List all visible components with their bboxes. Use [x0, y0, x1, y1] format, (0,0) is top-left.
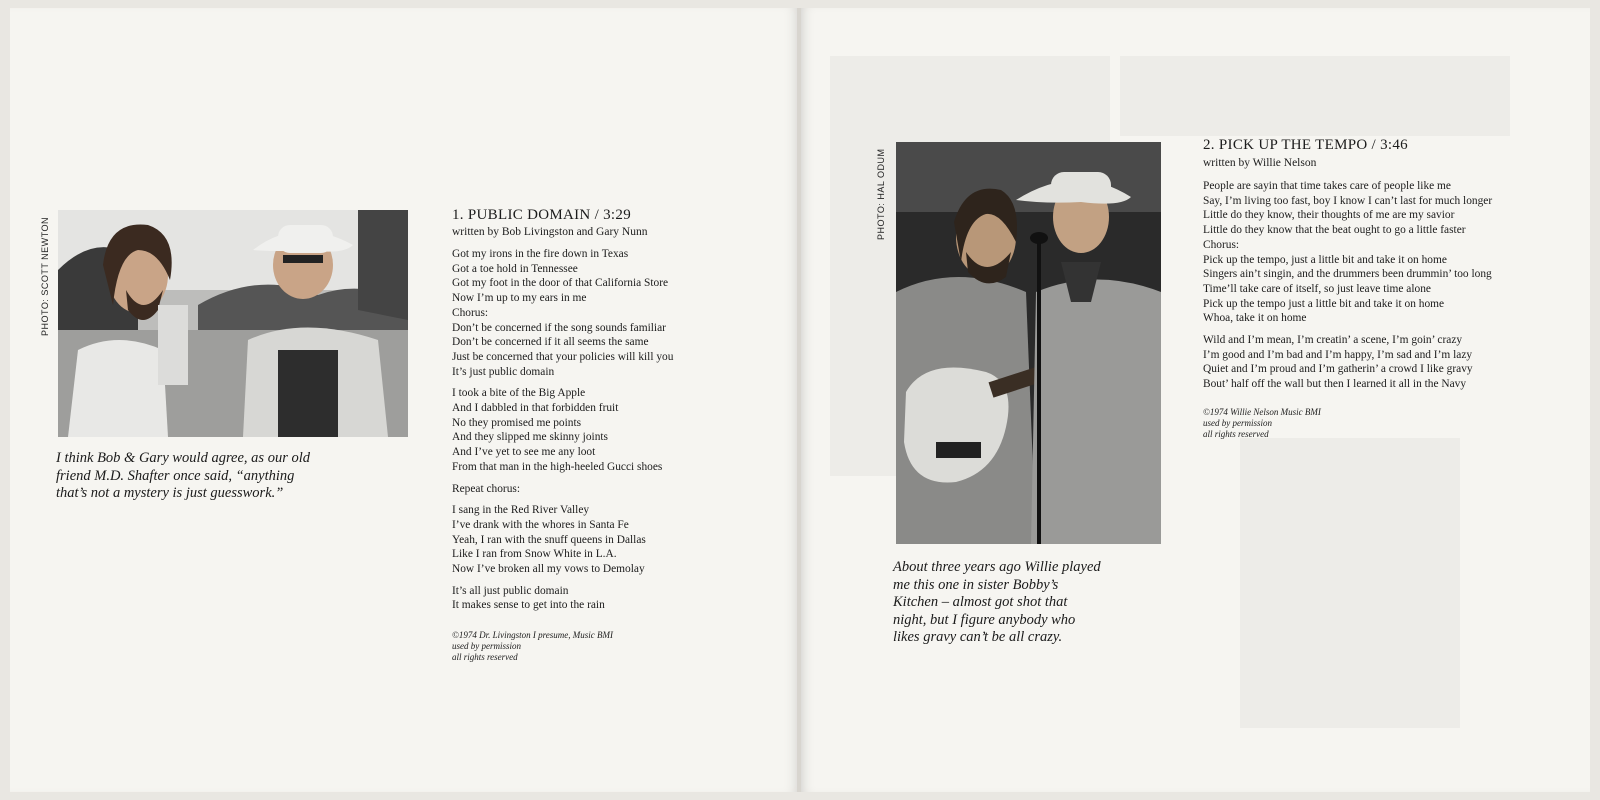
lyric-line: Singers ain’t singin, and the drummers been drummin’ too long [1203, 268, 1492, 281]
lyric-line: Wild and I’m mean, I’m creatin’ a scene, I’m goin’ crazy [1203, 334, 1463, 347]
lyric-line: Like I ran from Snow White in L.A. [452, 548, 617, 561]
lyric-line: People are sayin that time takes care of people like me [1203, 180, 1451, 192]
caption-line: About three years ago Willie played [893, 559, 1101, 575]
lyric-line: Pick up the tempo just a little bit and take it on home [1203, 297, 1445, 310]
song-writers-public-domain: written by Bob Livingston and Gary Nunn [452, 226, 648, 238]
two-performers-illustration [896, 142, 1161, 544]
copyright-pick-up-the-tempo [1203, 407, 1321, 440]
book-spine [797, 8, 801, 792]
lyric-line: Don’t be concerned if it all seems the same [452, 336, 649, 349]
song-title-pick-up-the-tempo: 2. PICK UP THE TEMPO / 3:46 [1203, 137, 1408, 153]
copyright-line: used by permission [452, 641, 521, 651]
lyric-line: I’m good and I’m bad and I’m happy, I’m sad and I’m lazy [1203, 348, 1473, 361]
lyric-line: Time’ll take care of itself, so just leave time alone [1203, 282, 1431, 295]
caption-line: I think Bob & Gary would agree, as our old [56, 450, 310, 466]
caption-left [56, 450, 310, 503]
lyric-line: It’s all just public domain [452, 584, 569, 597]
lyric-line: Bout’ half off the wall but then I learned it all in the Navy [1203, 378, 1467, 391]
lyric-line: Just be concerned that your policies will kill you [452, 350, 674, 363]
copyright-public-domain [452, 630, 613, 663]
lyric-line: Now I’m up to my ears in me [452, 292, 587, 305]
lyric-line: Quiet and I’m proud and I’m gatherin’ a crowd I like gravy [1203, 363, 1473, 376]
lyric-line: Chorus: [452, 306, 489, 319]
lyric-line: Yeah, I ran with the snuff queens in Dallas [452, 533, 646, 546]
lyrics-public-domain [452, 247, 673, 613]
lyrics-pick-up-the-tempo [1203, 179, 1492, 392]
lyric-line: Got my foot in the door of that California Store [452, 277, 669, 290]
lyric-line: It’s just public domain [452, 365, 555, 378]
lyric-line: I took a bite of the Big Apple [452, 387, 586, 400]
lyric-line: Whoa, take it on home [1203, 312, 1307, 325]
caption-line: Kitchen – almost got shot that [893, 594, 1068, 610]
lyric-line: And they slipped me skinny joints [452, 431, 608, 444]
lyric-line: Repeat chorus: [452, 482, 521, 495]
lyric-line: Pick up the tempo, just a little bit and take it on home [1203, 253, 1447, 266]
caption-line: friend M.D. Shafter once said, “anything [56, 467, 295, 484]
copyright-line: used by permission [1203, 418, 1272, 428]
caption-line: likes gravy can’t be all crazy. [893, 629, 1063, 645]
copyright-line: all rights reserved [452, 652, 518, 662]
copyright-line: ©1974 Willie Nelson Music BMI [1203, 407, 1321, 417]
caption-line: me this one in sister Bobby’s [893, 576, 1059, 593]
lyric-line: Don’t be concerned if the song sounds familiar [452, 321, 666, 334]
photo-credit-right: PHOTO: HAL ODUM [876, 148, 886, 240]
lyric-line: From that man in the high-heeled Gucci shoes [452, 460, 663, 473]
lyric-line: Little do they know, their thoughts of me are my savior [1203, 209, 1455, 222]
photo-credit-left: PHOTO: SCOTT NEWTON [40, 216, 50, 336]
lyric-line: And I’ve yet to see me any loot [452, 446, 596, 459]
two-men-outdoors-illustration [58, 210, 408, 437]
lyric-line: I’ve drank with the whores in Santa Fe [452, 518, 629, 531]
lyric-line: Got my irons in the fire down in Texas [452, 248, 629, 260]
lyric-line: Little do they know that the beat ought to go a little faster [1203, 224, 1466, 237]
lyric-line: I sang in the Red River Valley [452, 504, 590, 517]
song-title-public-domain: 1. PUBLIC DOMAIN / 3:29 [452, 207, 631, 223]
photo-right [896, 142, 1161, 544]
copyright-line: ©1974 Dr. Livingston I presume, Music BMI [452, 630, 613, 640]
lyric-line: Chorus: [1203, 238, 1240, 251]
lyric-line: No they promised me points [452, 416, 582, 429]
lyric-line: Got a toe hold in Tennessee [452, 262, 578, 275]
song-writers-pick-up-the-tempo: written by Willie Nelson [1203, 157, 1317, 169]
lyric-line: And I dabbled in that forbidden fruit [452, 402, 619, 415]
caption-right [893, 559, 1101, 647]
caption-line: night, but I figure anybody who [893, 611, 1076, 628]
copyright-line: all rights reserved [1203, 429, 1269, 439]
photo-left [58, 210, 408, 437]
lyric-line: It makes sense to get into the rain [452, 599, 605, 612]
caption-line: that’s not a mystery is just guesswork.” [56, 485, 284, 501]
lyric-line: Say, I’m living too fast, boy I know I can’t last for much longer [1203, 194, 1493, 207]
lyric-line: Now I’ve broken all my vows to Demolay [452, 563, 645, 576]
